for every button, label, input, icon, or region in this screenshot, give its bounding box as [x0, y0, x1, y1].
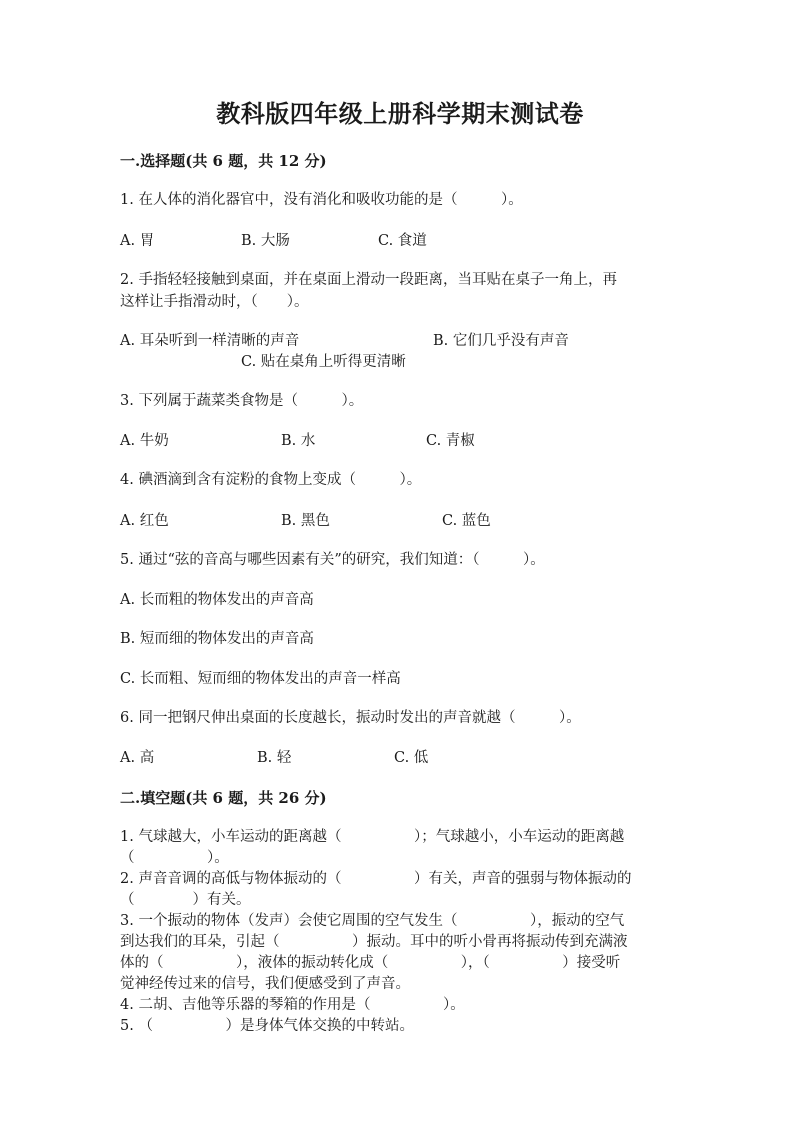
question-4-option-a: A. 红色 [120, 513, 169, 529]
question-4-option-b: B. 黑色 [281, 513, 330, 529]
page-title: 教科版四年级上册科学期末测试卷 [216, 99, 584, 128]
fill-line: （ ）有关。 [120, 892, 251, 908]
question-1-option-b: B. 大肠 [241, 233, 290, 249]
fill-line: 到达我们的耳朵，引起（ ）振动。耳中的听小骨再将振动传到充满液 [120, 934, 628, 950]
section-heading-multiple-choice: 一.选择题(共 6 题，共 12 分) [120, 152, 327, 170]
question-1-option-a: A. 胃 [120, 233, 155, 249]
question-2-line-2: 这样让手指滑动时，（ ）。 [120, 294, 309, 310]
fill-line: 1. 气球越大，小车运动的距离越（ ）；气球越小，小车运动的距离越 [120, 829, 625, 845]
question-3-option-a: A. 牛奶 [120, 433, 169, 449]
question-5-option-b: B. 短而细的物体发出的声音高 [120, 631, 314, 647]
question-5-option-a: A. 长而粗的物体发出的声音高 [120, 592, 314, 608]
question-3-option-b: B. 水 [281, 433, 316, 449]
question-5: 5. 通过“弦的音高与哪些因素有关”的研究，我们知道：（ ）。 [120, 552, 545, 568]
fill-line: 2. 声音音调的高低与物体振动的（ ）有关，声音的强弱与物体振动的 [120, 871, 632, 887]
question-3-option-c: C. 青椒 [426, 433, 475, 449]
fill-line: （ ）。 [120, 850, 229, 866]
fill-line: 5. （ ）是身体气体交换的中转站。 [120, 1018, 414, 1034]
question-1: 1. 在人体的消化器官中，没有消化和吸收功能的是（ ）。 [120, 192, 523, 208]
question-1-option-c: C. 食道 [378, 233, 427, 249]
question-4: 4. 碘酒滴到含有淀粉的食物上变成（ ）。 [120, 472, 422, 488]
question-4-option-c: C. 蓝色 [442, 513, 491, 529]
question-2-option-c: C. 贴在桌角上听得更清晰 [241, 354, 406, 370]
question-3: 3. 下列属于蔬菜类食物是（ ）。 [120, 393, 364, 409]
question-5-option-c: C. 长而粗、短而细的物体发出的声音一样高 [120, 671, 401, 687]
question-6-option-c: C. 低 [394, 750, 429, 766]
fill-line: 觉神经传过来的信号，我们便感受到了声音。 [120, 976, 410, 992]
fill-line: 体的（ ），液体的振动转化成（ ），（ ）接受听 [120, 955, 621, 971]
question-2-option-a: A. 耳朵听到一样清晰的声音 [120, 333, 300, 349]
fill-line: 3. 一个振动的物体（发声）会使它周围的空气发生（ ），振动的空气 [120, 913, 625, 929]
section-heading-fill-in-blank: 二.填空题(共 6 题，共 26 分) [120, 789, 327, 807]
question-2-option-b: B. 它们几乎没有声音 [433, 333, 569, 349]
question-6-option-b: B. 轻 [257, 750, 292, 766]
question-6-option-a: A. 高 [120, 750, 155, 766]
question-2-line-1: 2. 手指轻轻接触到桌面，并在桌面上滑动一段距离，当耳贴在桌子一角上，再 [120, 272, 617, 288]
fill-line: 4. 二胡、吉他等乐器的琴箱的作用是（ ）。 [120, 997, 465, 1013]
question-6: 6. 同一把钢尺伸出桌面的长度越长，振动时发出的声音就越（ ）。 [120, 710, 581, 726]
